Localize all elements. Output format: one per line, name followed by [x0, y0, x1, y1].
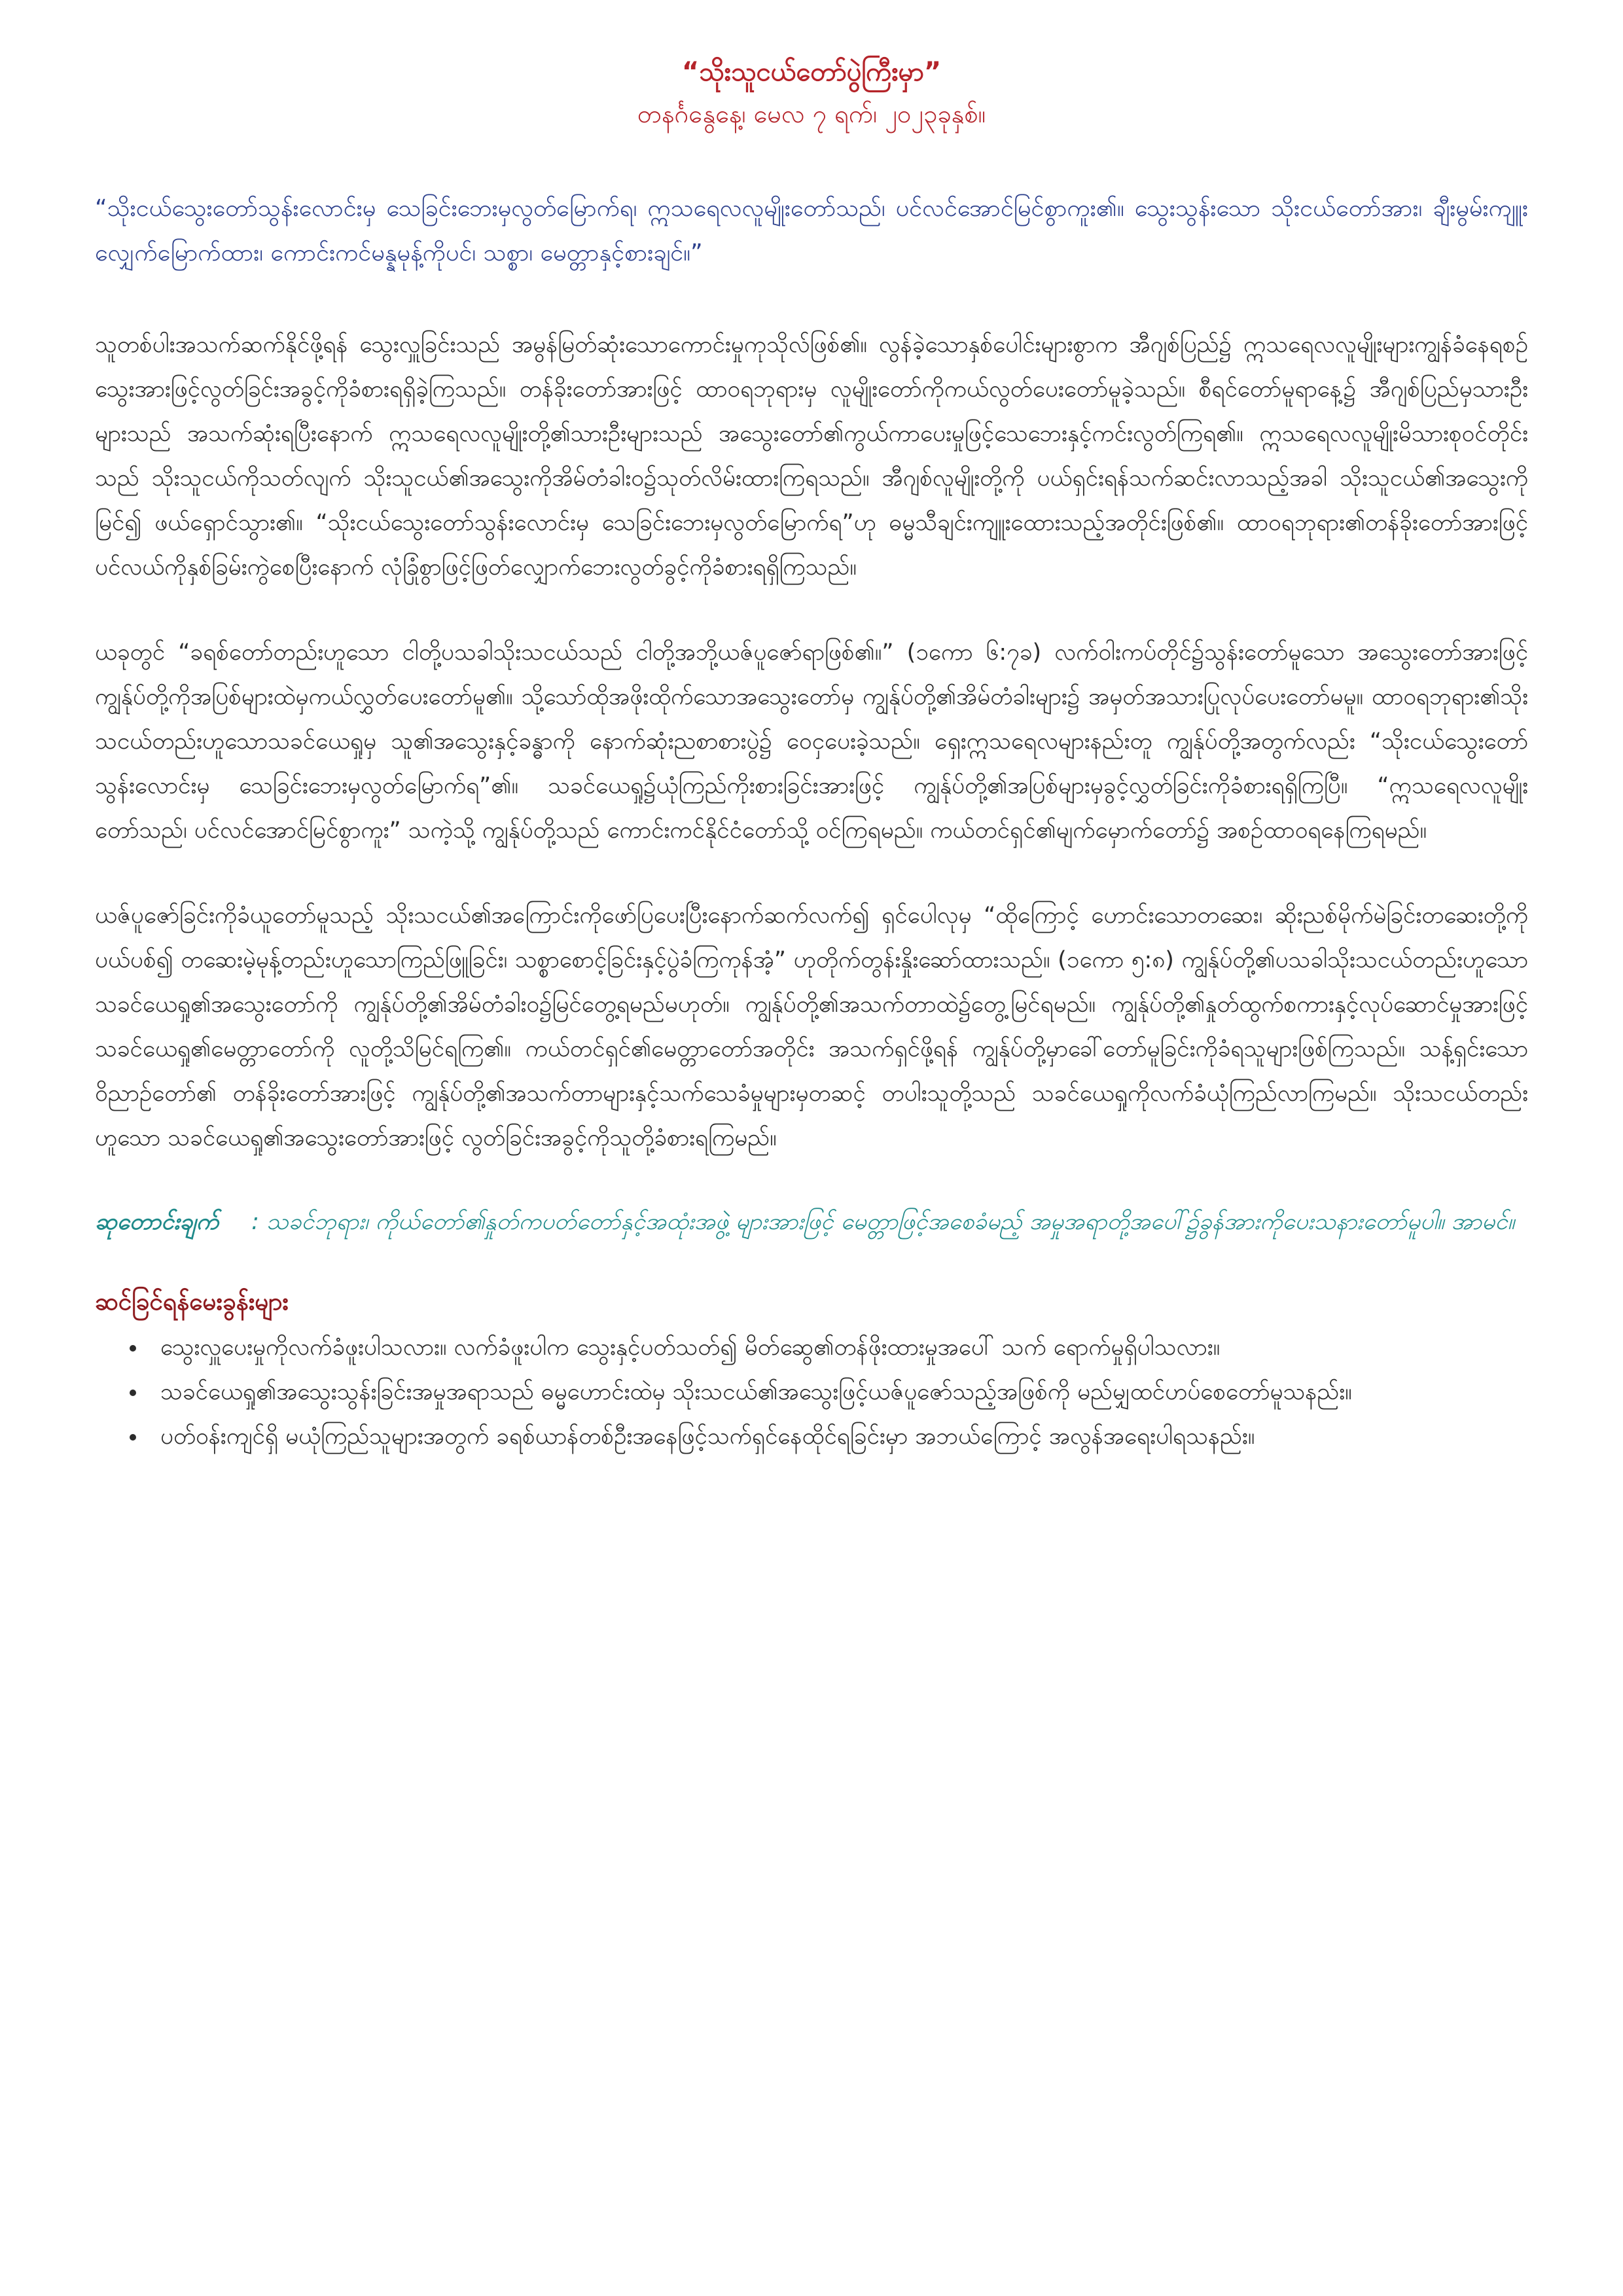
question-item: • သခင်ယေရှု၏အသွေးသွန်းခြင်းအမှုအရာသည် ဓမ္မဟောင်းထဲမှ သိုးသငယ်၏အသွေးဖြင့်ယဇ်ပူဇော်သည့်အဖြစ်ကို မည်မျှထင်ဟပ်စေတော်မူသနည်း။: [147, 1370, 1528, 1414]
question-item: • ပတ်ဝန်းကျင်ရှိ မယုံကြည်သူများအတွက် ခရစ်ယာန်တစ်ဦးအနေဖြင့်သက်ရှင်နေထိုင်ရခြင်းမှာ အဘယ်ကြောင့် အလွန်အရေးပါရသနည်း။: [147, 1414, 1528, 1459]
question-item: • သွေးလှူပေးမှုကိုလက်ခံဖူးပါသလား။ လက်ခံဖူးပါက သွေးနှင့်ပတ်သတ်၍ မိတ်ဆွေ၏တန်ဖိုးထားမှုအပေါ် သက် ရောက်မှုရှိပါသလား။: [147, 1325, 1528, 1370]
opening-verse: “သိုးငယ်သွေးတော်သွန်းလောင်းမှ သေခြင်းဘေးမှလွတ်မြောက်ရ၊ ဣသရေလလူမျိုးတော်သည်၊ ပင်လင်အောင်မြင်စွာကူး၏။ သွေးသွန်းသော သိုးငယ်တော်အား၊ ချီးမွမ်းကျူးလျှေက်မြောက်ထား၊ ကောင်းကင်မန္နမုန့်ကိုပင်၊ သစ္စာ၊ မေတ္တာနှင့်စားချင်။”: [95, 195, 1528, 266]
questions-heading: ဆင်ခြင်ရန်မေးခွန်းများ: [95, 1287, 289, 1316]
page-title: “သိုးသူငယ်တော်ပွဲကြီးမှာ”: [681, 57, 942, 87]
prayer-section: [95, 1200, 1528, 1244]
body-paragraph-1: သူတစ်ပါးအသက်ဆက်နိုင်ဖို့ရန် သွေးလှူခြင်းသည် အမွန်မြတ်ဆုံးသောကောင်းမှုကုသိုလ်ဖြစ်၏။ လွန်ခဲ့သောနှစ်ပေါင်းများစွာက အီဂျစ်ပြည်၌ ဣသရေလလူမျိုးများကျွန်ခံနေရစဉ် သွေးအားဖြင့်လွတ်ခြင်းအခွင့်ကိုခံစားရရှိခဲ့ကြသည်။ တန်ခိုးတော်အားဖြင့် ထာဝရဘုရားမှ လူမျိုးတော်ကိုကယ်လွတ်ပေးတော်မူခဲ့သည်။ စီရင်တော်မူရာနေ့၌ အီဂျစ်ပြည်မှသားဦးများသည် အသက်ဆုံးရပြီးနောက် ဣသရေလလူမျိုးတို့၏သားဦးများသည် အသွေးတော်၏ကွယ်ကာပေးမှုဖြင့်သေဘေးနှင့်ကင်းလွတ်ကြရ၏။ ဣသရေလလူမျိုးမိသားစုဝင်တိုင်းသည် သိုးသူငယ်ကိုသတ်လျက် သိုးသူငယ်၏အသွေးကိုအိမ်တံခါးဝ၌သုတ်လိမ်းထားကြရသည်။ အီဂျစ်လူမျိုးတို့ကို ပယ်ရှင်းရန်သက်ဆင်းလာသည့်အခါ သိုးသူငယ်၏အသွေးကိုမြင်၍ ဖယ်ရှောင်သွား၏။ “သိုးငယ်သွေးတော်သွန်းလောင်းမှ သေခြင်းဘေးမှလွတ်မြောက်ရ”ဟု ဓမ္မသီချင်းကျူးထေားသည့်အတိုင်းဖြစ်၏။ ထာဝရဘုရား၏တန်ခိုးတော်အားဖြင့် ပင်လယ်ကိုနှစ်ခြမ်းကွဲစေပြီးနောက် လုံခြုံစွာဖြင့်ဖြတ်လျှောက်ဘေးလွတ်ခွင့်ကိုခံစားရရှိကြသည်။: [95, 332, 1528, 581]
page-date: တနင်္ဂနွေနေ့၊ မေလ ၇ ရက်၊ ၂၀၂၃ခုနှစ်။: [637, 99, 986, 128]
body-paragraph-3: ယဇ်ပူဇော်ခြင်းကိုခံယူတော်မူသည့် သိုးသငယ်၏အကြောင်းကိုဖော်ပြပေးပြီးနောက်ဆက်လက်၍ ရှင်ပေါလုမှ “ထိုကြောင့် ဟောင်းသောတဆေး၊ ဆိုးညစ်မိုက်မဲခြင်းတဆေးတို့ကိုပယ်ပစ်၍ တဆေးမဲ့မုန့်တည်းဟူသောကြည်ဖြူခြင်း၊ သစ္စာစောင့်ခြင်းနှင့်ပွဲခံကြကုန်အံ့” ဟုတိုက်တွန်းနှိုးဆော်ထားသည်။ (၁ကော ၅:၈) ကျွန်ုပ်တို့၏ပသခါသိုးသငယ်တည်းဟူသော သခင်ယေရှု၏အသွေးတော်ကို ကျွန်ုပ်တို့၏အိမ်တံခါးဝ၌မြင်တွေ့ရမည်မဟုတ်။ ကျွန်ုပ်တို့၏အသက်တာထဲ၌တွေ့မြင်ရမည်။ ကျွန်ုပ်တို့၏နှုတ်ထွက်စကားနှင့်လုပ်ဆောင်မှုအားဖြင့် သခင်ယေရှု၏မေတ္တာတော်ကို လူတို့သိမြင်ရကြ၏။ ကယ်တင်ရှင်၏မေတ္တာတော်အတိုင်း အသက်ရှင်ဖို့ရန် ကျွန်ုပ်တို့မှာခေါ်တော်မူခြင်းကိုခံရသူများဖြစ်ကြသည်။ သန့်ရှင်းသောဝိညာဉ်တော်၏ တန်ခိုးတော်အားဖြင့် ကျွန်ုပ်တို့၏အသက်တာများနှင့်သက်သေခံမှုများမှတဆင့် တပါးသူတို့သည် သခင်ယေရှုကိုလက်ခံယုံကြည်လာကြမည်။ သိုးသငယ်တည်းဟူသော သခင်ယေရှု၏အသွေးတော်အားဖြင့် လွတ်ခြင်းအခွင့်ကိုသူတို့ခံစားရကြမည်။: [95, 903, 1528, 1151]
prayer-text: : သခင်ဘုရား၊ ကိုယ်တော်၏နှုတ်ကပတ်တော်နှင့်အထုံးအဖွဲ့ များအားဖြင့် မေတ္တာဖြင့်အစေခံမည့် အမှုအရာတို့အပေါ်၌ခွန်အားကိုပေးသနားတော်မူပါ။ အာမင်။: [251, 1209, 1515, 1235]
prayer-label: ဆုတောင်းချက်: [95, 1209, 219, 1235]
body-paragraph-2: ယခုတွင် “ခရစ်တော်တည်းဟူသော ငါတို့ပသခါသိုးသငယ်သည် ငါတို့အဘို့ယဇ်ပူဇော်ရာဖြစ်၏။” (၁ကော ၆:၇ခ) လက်ဝါးကပ်တိုင်၌သွန်းတော်မူသော အသွေးတော်အားဖြင့် ကျွန်ုပ်တို့ကိုအပြစ်များထဲမှကယ်လွှတ်ပေးတော်မူ၏။ သို့သော်ထိုအဖိုးထိုက်သောအသွေးတော်မှ ကျွန်ုပ်တို့၏အိမ်တံခါးများ၌ အမှတ်အသားပြုလုပ်ပေးတော်မမူ။ ထာဝရဘုရား၏သိုးသငယ်တည်းဟူသောသခင်ယေရှုမှ သူ၏အသွေးနှင့်ခန္ဓာကို နောက်ဆုံးညစာစားပွဲ၌ ဝေငှပေးခဲ့သည်။ ရှေးဣသရေလများနည်းတူ ကျွန်ုပ်တို့အတွက်လည်း “သိုးငယ်သွေးတော်သွန်းလောင်းမှ သေခြင်းဘေးမှလွတ်မြောက်ရ”၏။ သခင်ယေရှု၌ယုံကြည်ကိုးစားခြင်းအားဖြင့် ကျွန်ုပ်တို့၏အပြစ်များမှခွင့်လွှတ်ခြင်းကိုခံစားရရှိကြပြီ။ “ဣသရေလလူမျိုးတော်သည်၊ ပင်လင်အောင်မြင်စွာကူး” သကဲ့သို့ ကျွန်ုပ်တို့သည် ကောင်းကင်နိုင်ငံတော်သို့ ဝင်ကြရမည်။ ကယ်တင်ရှင်၏မျက်မှောက်တော်၌ အစဉ်ထာဝရနေကြရမည်။: [95, 639, 1528, 844]
questions-list: [95, 1325, 1528, 1459]
